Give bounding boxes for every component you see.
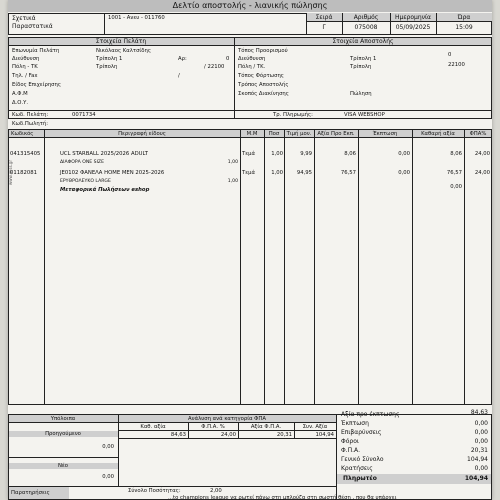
series-value: Γ bbox=[322, 24, 326, 31]
ship-method-label: Τρόπος Αποστολής bbox=[238, 82, 289, 88]
date-value: 05/09/2025 bbox=[395, 24, 431, 31]
total-qty-value: 2,00 bbox=[210, 488, 222, 494]
customer-address-label: Διεύθυνση bbox=[12, 56, 40, 62]
row-code: 01182081 bbox=[10, 170, 37, 176]
customer-zip: / 22100 bbox=[204, 64, 225, 70]
shipping-section-title: Στοιχεία Αποστολής bbox=[332, 38, 394, 45]
total-label-pre-discount: Αξία προ έκπτωσης bbox=[341, 411, 400, 418]
row-code: 041315405 bbox=[10, 151, 41, 157]
ship-address-label: Διεύθυνση bbox=[238, 56, 266, 62]
row-net: 76,57 bbox=[446, 170, 462, 176]
col-price: Τιμή μον. bbox=[286, 131, 312, 137]
total-label-withholdings: Κρατήσεις bbox=[341, 465, 373, 472]
payment-label: Τρ. Πληρωμής: bbox=[273, 112, 313, 118]
row-sub-qty: 1,00 bbox=[227, 160, 238, 165]
ship-city: Τρίπολη bbox=[350, 64, 372, 70]
total-label-taxes: Φόροι bbox=[341, 438, 359, 445]
new-balance-label: Νέο bbox=[57, 463, 69, 469]
total-value-pre-discount: 84,63 bbox=[470, 409, 488, 416]
row-unit: Τεμά bbox=[242, 151, 255, 157]
side-print: www.ieiss.gr bbox=[8, 160, 13, 186]
row-vat: 24,00 bbox=[474, 151, 490, 157]
total-value-grand: 104,94 bbox=[467, 456, 488, 463]
customer-name-label: Επωνυμία Πελάτη bbox=[12, 48, 60, 54]
vat-net-value: 84,63 bbox=[170, 432, 186, 438]
customer-name: Νικόλαος Καλτσίδης bbox=[96, 48, 151, 54]
transport-value: 0,00 bbox=[450, 184, 462, 190]
ship-city-label: Πόλη / ΤΚ. bbox=[238, 64, 266, 70]
col-code: Κωδικός bbox=[11, 131, 34, 137]
col-pre-discount: Αξία Προ Εκπ. bbox=[317, 131, 355, 137]
row-price: 94,95 bbox=[296, 170, 312, 176]
vat-col-total: Συν. Αξία bbox=[302, 424, 328, 430]
row-net: 8,06 bbox=[450, 151, 462, 157]
col-unit: Μ.Μ bbox=[246, 131, 258, 137]
row-desc: JE0102 ΦΑΝΕΛΑ HOME MEN 2025-2026 bbox=[60, 170, 165, 176]
time-value: 15:09 bbox=[455, 24, 473, 31]
vat-total-value: 104,94 bbox=[315, 432, 334, 438]
ship-purpose-label: Σκοπός Διακίνησης bbox=[238, 91, 289, 97]
series-label: Σειρά bbox=[315, 14, 333, 21]
salesman-code-label: Κωδ.Πωλητή: bbox=[12, 121, 49, 127]
total-label-discount: Έκπτωση bbox=[341, 420, 369, 427]
notes-label: Παρατηρήσεις bbox=[11, 490, 50, 496]
total-value-vat: 20,31 bbox=[470, 447, 488, 454]
row-sub-qty: 1,00 bbox=[227, 179, 238, 184]
col-vat: ΦΠΑ% bbox=[469, 131, 487, 137]
row-sub: ΕΡΥΘΡΟΛΕΥΚΟ LARGE bbox=[60, 179, 111, 184]
col-net: Καθαρή αξία bbox=[421, 131, 455, 137]
row-qty: 1,00 bbox=[271, 151, 283, 157]
total-label-charges: Επιβαρύνσεις bbox=[341, 429, 382, 436]
dest-value: 0 bbox=[448, 52, 452, 58]
vat-col-amount: Αξία Φ.Π.Α. bbox=[250, 424, 282, 430]
total-value-taxes: 0,00 bbox=[474, 438, 488, 445]
customer-no-label: Αρ: bbox=[178, 56, 187, 62]
number-value: 075008 bbox=[354, 24, 378, 31]
time-label: Ώρα bbox=[457, 14, 471, 21]
notes-text: ...to champions league να ρωτεί πάνω στη μπλούζα στη σωστή θέση , που θα υπάρχει bbox=[168, 495, 397, 500]
payment-value: VISA WEBSHOP bbox=[344, 112, 385, 118]
row-qty: 1,00 bbox=[271, 170, 283, 176]
previous-balance-label: Προηγούμενο bbox=[45, 431, 81, 437]
row-sub: ΔΙΑΦΟΡΑ ONE SIZE bbox=[60, 160, 104, 165]
row-unit: Τεμά bbox=[242, 170, 255, 176]
vat-col-rate: Φ.Π.Α. % bbox=[201, 424, 225, 430]
balances-title: Υπόλοιπα bbox=[50, 416, 76, 422]
ship-zip: 22100 bbox=[448, 62, 465, 68]
new-balance: 0,00 bbox=[102, 474, 114, 480]
customer-section-title: Στοιχεία Πελάτη bbox=[95, 38, 147, 45]
vat-analysis-title: Ανάλυση ανά κατηγορία ΦΠΑ bbox=[188, 416, 266, 422]
customer-business-label: Είδος Επιχείρησης bbox=[12, 82, 61, 88]
delivery-note-paper bbox=[8, 0, 492, 500]
payable-value: 104,94 bbox=[464, 475, 488, 482]
total-label-grand: Γενικό Σύνολο bbox=[341, 456, 384, 463]
row-disc: 0,00 bbox=[398, 151, 410, 157]
customer-vat-id-label: Α.Φ.Μ bbox=[12, 91, 28, 97]
customer-fax-sep: / bbox=[178, 73, 180, 79]
row-vat: 24,00 bbox=[474, 170, 490, 176]
customer-address: Τρίπολη 1 bbox=[96, 56, 123, 62]
col-qty: Ποσ bbox=[268, 131, 280, 137]
total-value-charges: 0,00 bbox=[474, 429, 488, 436]
total-qty-label: Σύνολο Ποσότητας: bbox=[128, 488, 181, 494]
transport-note: Μεταφορικά Πωλήσεων eshop bbox=[60, 187, 150, 193]
vat-col-net: Καθ. αξία bbox=[140, 424, 166, 430]
date-label: Ημερομηνία bbox=[394, 14, 431, 21]
number-label: Αριθμός bbox=[353, 14, 379, 21]
ship-purpose: Πώληση bbox=[350, 91, 372, 97]
ship-address: Τρίπολη 1 bbox=[350, 56, 377, 62]
dest-label: Τόπος Προορισμού bbox=[238, 48, 288, 54]
customer-phone-label: Τηλ. / Fax bbox=[12, 73, 38, 79]
total-value-discount: 0,00 bbox=[474, 420, 488, 427]
customer-city: Τρίπολη bbox=[96, 64, 118, 70]
col-desc: Περιγραφή είδους bbox=[118, 131, 166, 137]
related-docs-value: 1001 - Ανευ - 011760 bbox=[108, 15, 165, 21]
loading-place-label: Τόπος Φόρτωσης bbox=[238, 73, 284, 79]
row-pre: 76,57 bbox=[340, 170, 356, 176]
previous-balance: 0,00 bbox=[102, 444, 114, 450]
customer-tax-office-label: Δ.Ο.Υ. bbox=[12, 100, 29, 106]
vat-rate-value: 24,00 bbox=[220, 432, 236, 438]
related-docs-label: Σχετικά Παραστατικά bbox=[12, 15, 53, 30]
vat-amount-value: 20,31 bbox=[276, 432, 292, 438]
total-label-vat: Φ.Π.Α. bbox=[341, 447, 361, 454]
customer-city-label: Πόλη - ΤΚ bbox=[12, 64, 38, 70]
customer-no-value: 0 bbox=[226, 56, 230, 62]
total-value-withholdings: 0,00 bbox=[474, 465, 488, 472]
document-title: Δελτίο αποστολής - λιανικής πώλησης bbox=[8, 0, 492, 12]
col-discount: Έκπτωση bbox=[372, 131, 398, 137]
payable-label: Πληρωτέο bbox=[343, 475, 377, 482]
row-pre: 8,06 bbox=[344, 151, 356, 157]
row-disc: 0,00 bbox=[398, 170, 410, 176]
row-desc: UCL STARBALL 2025/2026 ADULT bbox=[60, 151, 149, 157]
customer-code: 0071734 bbox=[72, 112, 96, 118]
row-price: 9,99 bbox=[300, 151, 312, 157]
customer-code-label: Κωδ. Πελάτη: bbox=[12, 112, 49, 118]
